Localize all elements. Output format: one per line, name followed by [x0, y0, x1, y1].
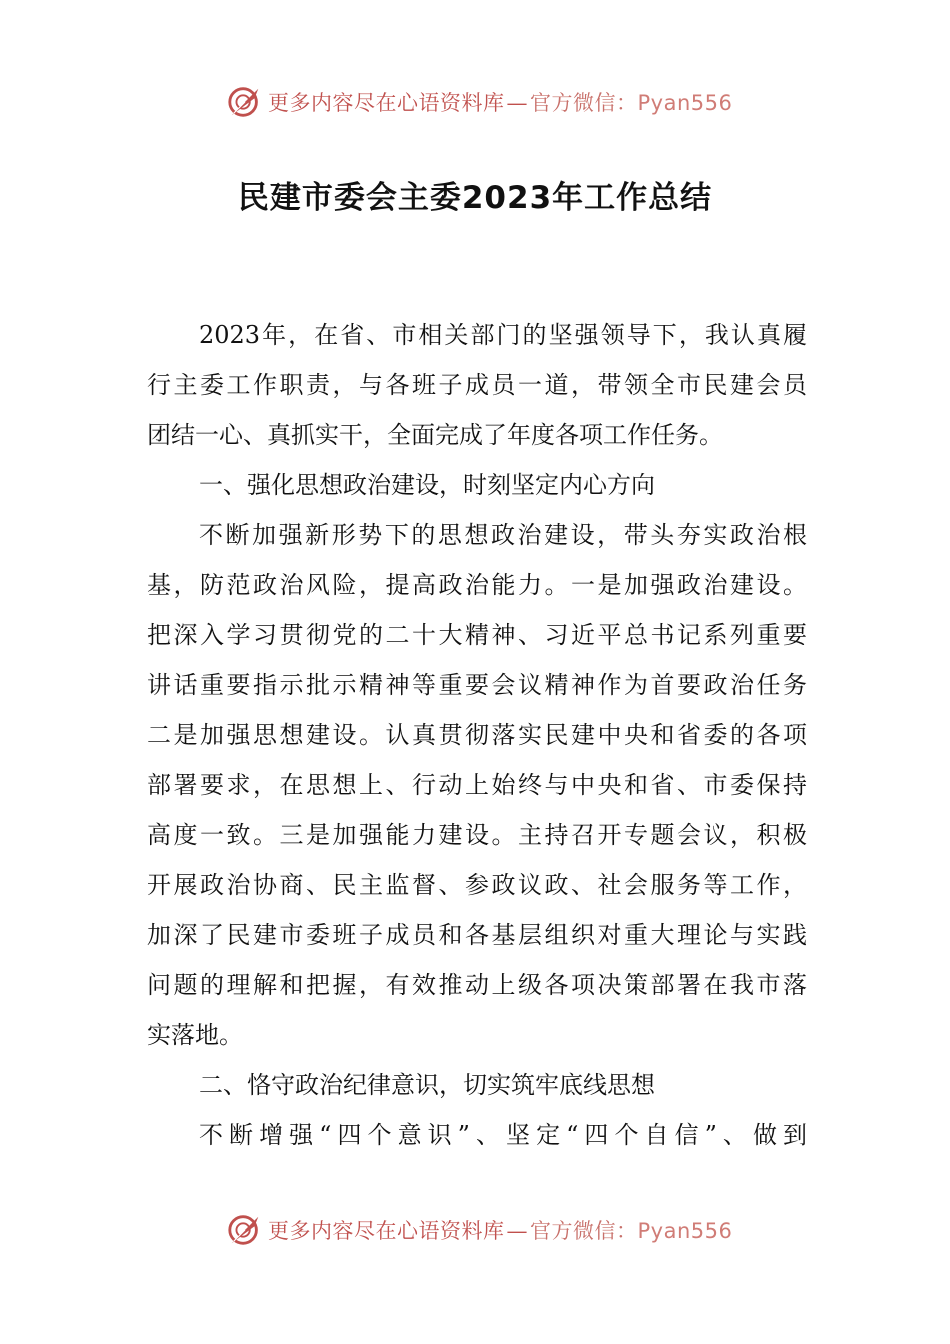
paragraph-line: 把深入学习贯彻党的二十大精神、习近平总书记系列重要	[147, 621, 807, 649]
watermark-text	[268, 1215, 732, 1245]
watermark-site: 更多内容尽在心语资料库	[268, 1219, 505, 1243]
watermark-wechat-id: Pyan556	[637, 91, 733, 115]
document-title: 民建市委会主委2023年工作总结	[237, 180, 713, 216]
watermark-dash: —	[506, 1219, 528, 1243]
paragraph-line: 二是加强思想建设。认真贯彻落实民建中央和省委的各项	[147, 721, 807, 749]
watermark-text	[268, 87, 732, 117]
paragraph-line: 高度一致。三是加强能力建设。主持召开专题会议，积极	[147, 821, 807, 849]
paragraph-line: 开展政治协商、民主监督、参政议政、社会服务等工作，	[147, 871, 807, 899]
watermark-dash: —	[506, 91, 528, 115]
watermark-header	[226, 82, 732, 122]
watermark-footer	[226, 1210, 732, 1250]
section-heading-1: 一、强化思想政治建设，时刻坚定内心方向	[199, 471, 655, 499]
paragraph-line: 加深了民建市委班子成员和各基层组织对重大理论与实践	[147, 921, 807, 949]
watermark-wechat-label: 官方微信：	[530, 91, 638, 115]
paragraph-line: 团结一心、真抓实干，全面完成了年度各项工作任务。	[147, 421, 723, 449]
paragraph-line: 2023年，在省、市相关部门的坚强领导下，我认真履	[199, 321, 807, 349]
document-body	[147, 310, 807, 1160]
paragraph-line: 行主委工作职责，与各班子成员一道，带领全市民建会员	[147, 371, 807, 399]
paragraph-line: 问题的理解和把握，有效推动上级各项决策部署在我市落	[147, 971, 807, 999]
paragraph-line: 实落地。	[147, 1021, 243, 1049]
quill-pen-logo-icon	[226, 1211, 264, 1249]
paragraph-line: 不断增强“四个意识”、坚定“四个自信”、做到	[199, 1121, 807, 1149]
watermark-wechat-id: Pyan556	[637, 1219, 733, 1243]
quill-pen-logo-icon	[226, 83, 264, 121]
watermark-site: 更多内容尽在心语资料库	[268, 91, 505, 115]
watermark-wechat-label: 官方微信：	[530, 1219, 638, 1243]
section-heading-2: 二、恪守政治纪律意识，切实筑牢底线思想	[199, 1071, 655, 1099]
paragraph-line: 部署要求，在思想上、行动上始终与中央和省、市委保持	[147, 771, 807, 799]
paragraph-line: 不断加强新形势下的思想政治建设，带头夯实政治根	[199, 521, 807, 549]
paragraph-line: 讲话重要指示批示精神等重要会议精神作为首要政治任务	[147, 671, 807, 699]
paragraph-line: 基，防范政治风险，提高政治能力。一是加强政治建设。	[147, 571, 807, 599]
